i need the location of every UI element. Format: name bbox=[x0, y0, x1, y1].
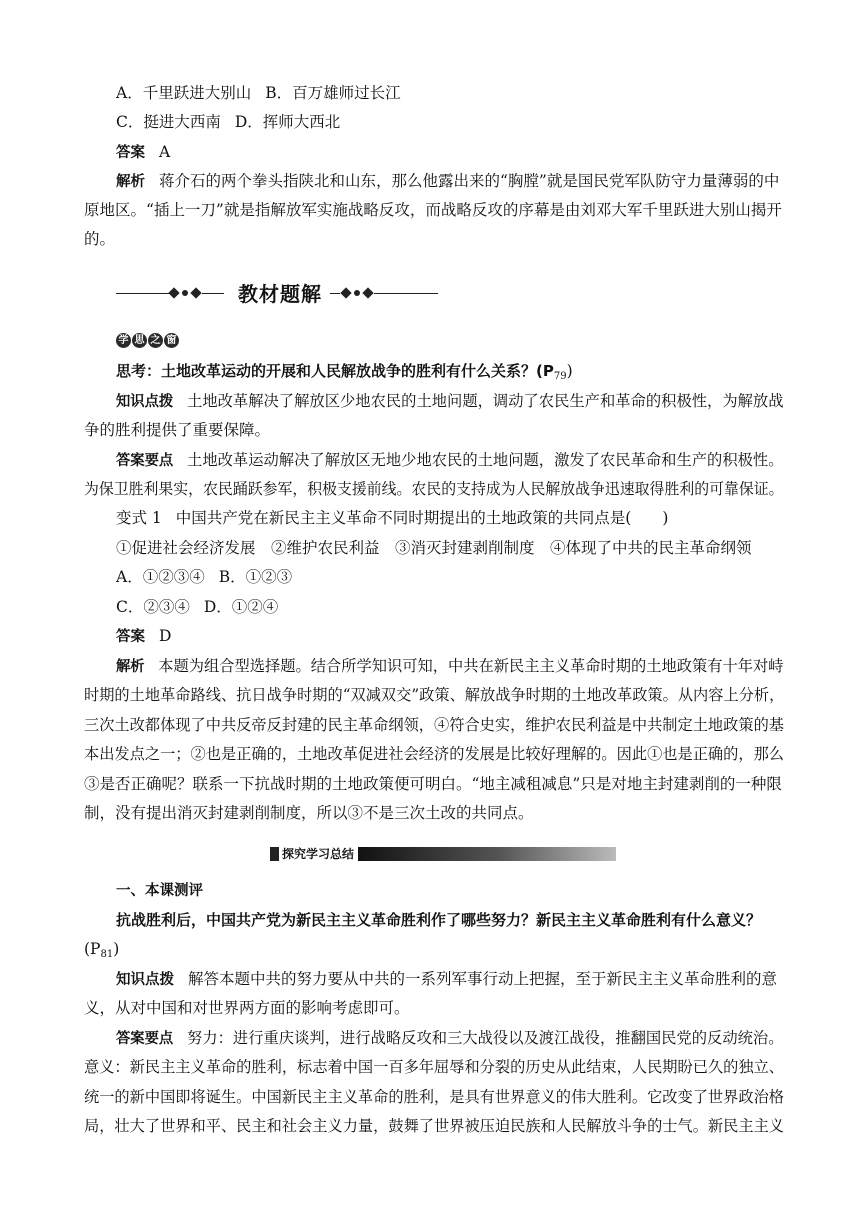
variant-analysis-line-4: 本出发点之一；②也是正确的，土地改革促进社会经济的发展是比较好理解的。因此①也是正确的，那么 bbox=[84, 745, 785, 763]
review-heading: 一、本课测评 bbox=[116, 883, 203, 899]
think-know-line-1: 知识点拨 土地改革解决了解放区少地农民的土地问题，调动了农民生产和革命的积极性，为解放战 bbox=[116, 392, 784, 410]
header-rule-right bbox=[374, 293, 438, 294]
diamond-ornament-icon bbox=[362, 287, 373, 298]
know-label: 知识点拨 bbox=[116, 394, 174, 410]
badge-char: 学 bbox=[116, 333, 131, 348]
review-key-line-2: 意义：新民主主义革命的胜利，标志着中国一百多年屈辱和分裂的历史从此结束，人民期盼已久的独立、 bbox=[84, 1058, 785, 1076]
prev-options-cd bbox=[116, 112, 784, 132]
prev-option-a: A．千里跃进大别山 bbox=[116, 84, 252, 102]
think-question: 思考：土地改革运动的开展和人民解放战争的胜利有什么关系？$(P_{79})$ bbox=[116, 362, 573, 382]
variant-answer bbox=[116, 626, 784, 647]
variant-options-cd bbox=[116, 597, 784, 617]
diamond-ornament-icon bbox=[340, 287, 351, 298]
section-header-textbook bbox=[116, 280, 438, 308]
diamond-ornament-icon bbox=[168, 287, 179, 298]
dot-ornament-icon bbox=[182, 290, 188, 296]
page-ref: 81 bbox=[100, 949, 114, 960]
review-question-line-2: $(P_{81})$ bbox=[84, 940, 120, 960]
prev-analysis-line-3: 的。 bbox=[84, 230, 116, 248]
section-header-summary bbox=[270, 846, 616, 862]
variant-option-c: C．②③④ bbox=[116, 598, 190, 616]
prev-option-d: D．挥师大西北 bbox=[234, 113, 341, 131]
square-block-icon bbox=[270, 847, 279, 861]
variant-stem: 变式 1 中国共产党在新民主主义革命不同时期提出的土地政策的共同点是( ) bbox=[116, 509, 669, 527]
variant-analysis-line-1: 解析 本题为组合型选择题。结合所学知识可知，中共在新民主主义革命时期的土地政策有十年对峙 bbox=[116, 657, 784, 675]
think-know-line-2: 争的胜利提供了重要保障。 bbox=[84, 421, 271, 439]
prev-answer-value: A bbox=[159, 143, 171, 161]
page-ref: 79 bbox=[553, 371, 567, 382]
section-title: 探究学习总结 bbox=[282, 847, 355, 861]
variant-analysis-line-2: 时期的土地革命路线、抗日战争时期的“双减双交”政策、解放战争时期的土地改革政策。从内容上分析， bbox=[84, 686, 785, 704]
think-key-line-1: 答案要点 土地改革运动解决了解放区无地少地农民的土地问题，激发了农民革命和生产的积极性。 bbox=[116, 451, 784, 469]
key-label: 答案要点 bbox=[116, 1031, 174, 1047]
variant-analysis-line-3: 三次土改都体现了中共反帝反封建的民主革命纲领，④符合史实，维护农民利益是中共制定土地政策的基 bbox=[84, 716, 785, 734]
variant-analysis-label: 解析 bbox=[116, 659, 145, 675]
variant-option-d: D．①②④ bbox=[203, 598, 279, 616]
prev-analysis-label: 解析 bbox=[116, 174, 145, 190]
prev-answer-label: 答案 bbox=[116, 145, 145, 161]
variant-items: ①促进社会经济发展 ②维护农民利益 ③消灭封建剥削制度 ④体现了中共的民主革命纲领 bbox=[116, 539, 752, 557]
variant-label: 变式 1 bbox=[116, 509, 162, 527]
prev-analysis-line-2: 原地区。“插上一刀”就是指解放军实施战略反攻，而战略反攻的序幕是由刘邓大军千里跃进大别山揭开 bbox=[84, 201, 782, 219]
variant-option-b: B．①②③ bbox=[218, 568, 293, 586]
review-key-line-1: 答案要点 努力：进行重庆谈判，进行战略反攻和三大战役以及渡江战役，推翻国民党的反动统治。 bbox=[116, 1029, 784, 1047]
badge-char: 思 bbox=[132, 333, 147, 348]
variant-analysis-line-6: 制，没有提出消灭封建剥削制度，所以③不是三次土改的共同点。 bbox=[84, 804, 534, 822]
review-question-line-1: 抗战胜利后，中国共产党为新民主主义革命胜利作了哪些努力？新民主主义革命胜利有什么意义？ bbox=[116, 911, 762, 929]
header-rule-left-inner bbox=[202, 293, 224, 294]
review-know-line-1: 知识点拨 解答本题中共的努力要从中共的一系列军事行动上把握，至于新民主主义革命胜利的意 bbox=[116, 970, 778, 988]
key-label: 答案要点 bbox=[116, 453, 174, 469]
review-key-line-3: 统一的新中国即将诞生。中国新民主主义革命的胜利，是具有世界意义的伟大胜利。它改变了世界政治格 bbox=[84, 1088, 785, 1106]
prev-analysis-line-1: 解析 蒋介石的两个拳头指陕北和山东，那么他露出来的“胸膛”就是国民党军队防守力量薄弱的中 bbox=[116, 172, 780, 190]
know-label: 知识点拨 bbox=[116, 972, 174, 988]
header-rule-left bbox=[116, 293, 170, 294]
variant-answer-label: 答案 bbox=[116, 629, 145, 645]
review-know-line-2: 义，从对中国和对世界两方面的影响考虑即可。 bbox=[84, 999, 410, 1017]
badge-char: 之 bbox=[148, 333, 163, 348]
badge-char: 窗 bbox=[164, 333, 179, 348]
section-title: 教材题解 bbox=[238, 282, 322, 306]
gradient-bar bbox=[358, 847, 616, 861]
prev-option-c: C．挺进大西南 bbox=[116, 113, 221, 131]
variant-answer-value: D bbox=[159, 627, 172, 645]
think-key-line-2: 为保卫胜利果实，农民踊跃参军，积极支援前线。农民的支持成为人民解放战争迅速取得胜利的可靠保证。 bbox=[84, 480, 784, 498]
diamond-ornament-icon bbox=[190, 287, 201, 298]
header-rule-right-inner bbox=[330, 293, 340, 294]
review-key-line-4: 局，壮大了世界和平、民主和社会主义力量，鼓舞了世界被压迫民族和人民解放斗争的士气。新民主主义 bbox=[84, 1117, 785, 1135]
variant-analysis-line-5: ③是否正确呢？联系一下抗战时期的土地政策便可明白。“地主减租减息”只是对地主封建剥削的一种限 bbox=[84, 775, 782, 793]
prev-answer bbox=[116, 142, 784, 163]
dot-ornament-icon bbox=[354, 290, 360, 296]
badge-study-window bbox=[116, 333, 179, 348]
variant-options-ab bbox=[116, 567, 784, 587]
prev-option-b: B．百万雄师过长江 bbox=[265, 84, 401, 102]
variant-option-a: A．①②③④ bbox=[116, 568, 205, 586]
prev-options-ab bbox=[116, 83, 784, 103]
